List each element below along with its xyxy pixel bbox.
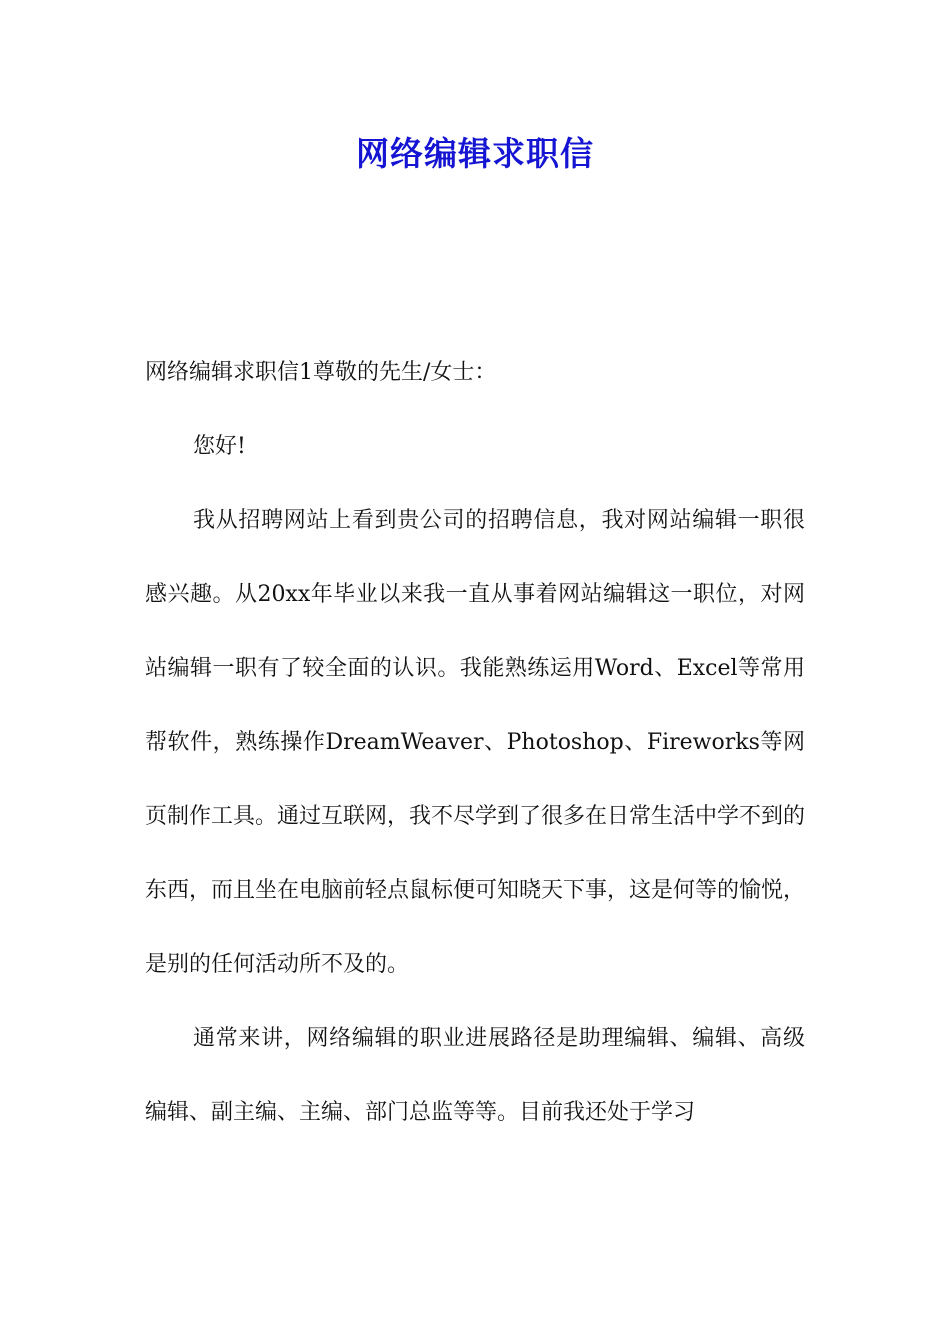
body-paragraph-1: 我从招聘网站上看到贵公司的招聘信息，我对网站编辑一职很感兴趣。从20xx年毕业以来我一直从事着网站编辑这一职位，对网站编辑一职有了较全面的认识。我能熟练运用Word、Excel等常用帮软件，熟练操作DreamWeaver、Photoshop、Fireworks等网页制作工具。通过互联网，我不尽学到了很多在日常生活中学不到的东西，而且坐在电脑前轻点鼠标便可知晓天下事，这是何等的愉悦，是别的任何活动所不及的。 <box>145 508 806 977</box>
salutation-paragraph: 网络编辑求职信1尊敬的先生/女士： <box>145 360 497 385</box>
greeting-paragraph: 您好! <box>193 434 246 459</box>
body-paragraph-2: 通常来讲，网络编辑的职业进展路径是助理编辑、编辑、高级编辑、副主编、主编、部门总监等等。目前我还处于学习 <box>145 1026 805 1125</box>
document-title: 网络编辑求职信 <box>356 134 594 173</box>
letter-body <box>145 336 805 1150</box>
